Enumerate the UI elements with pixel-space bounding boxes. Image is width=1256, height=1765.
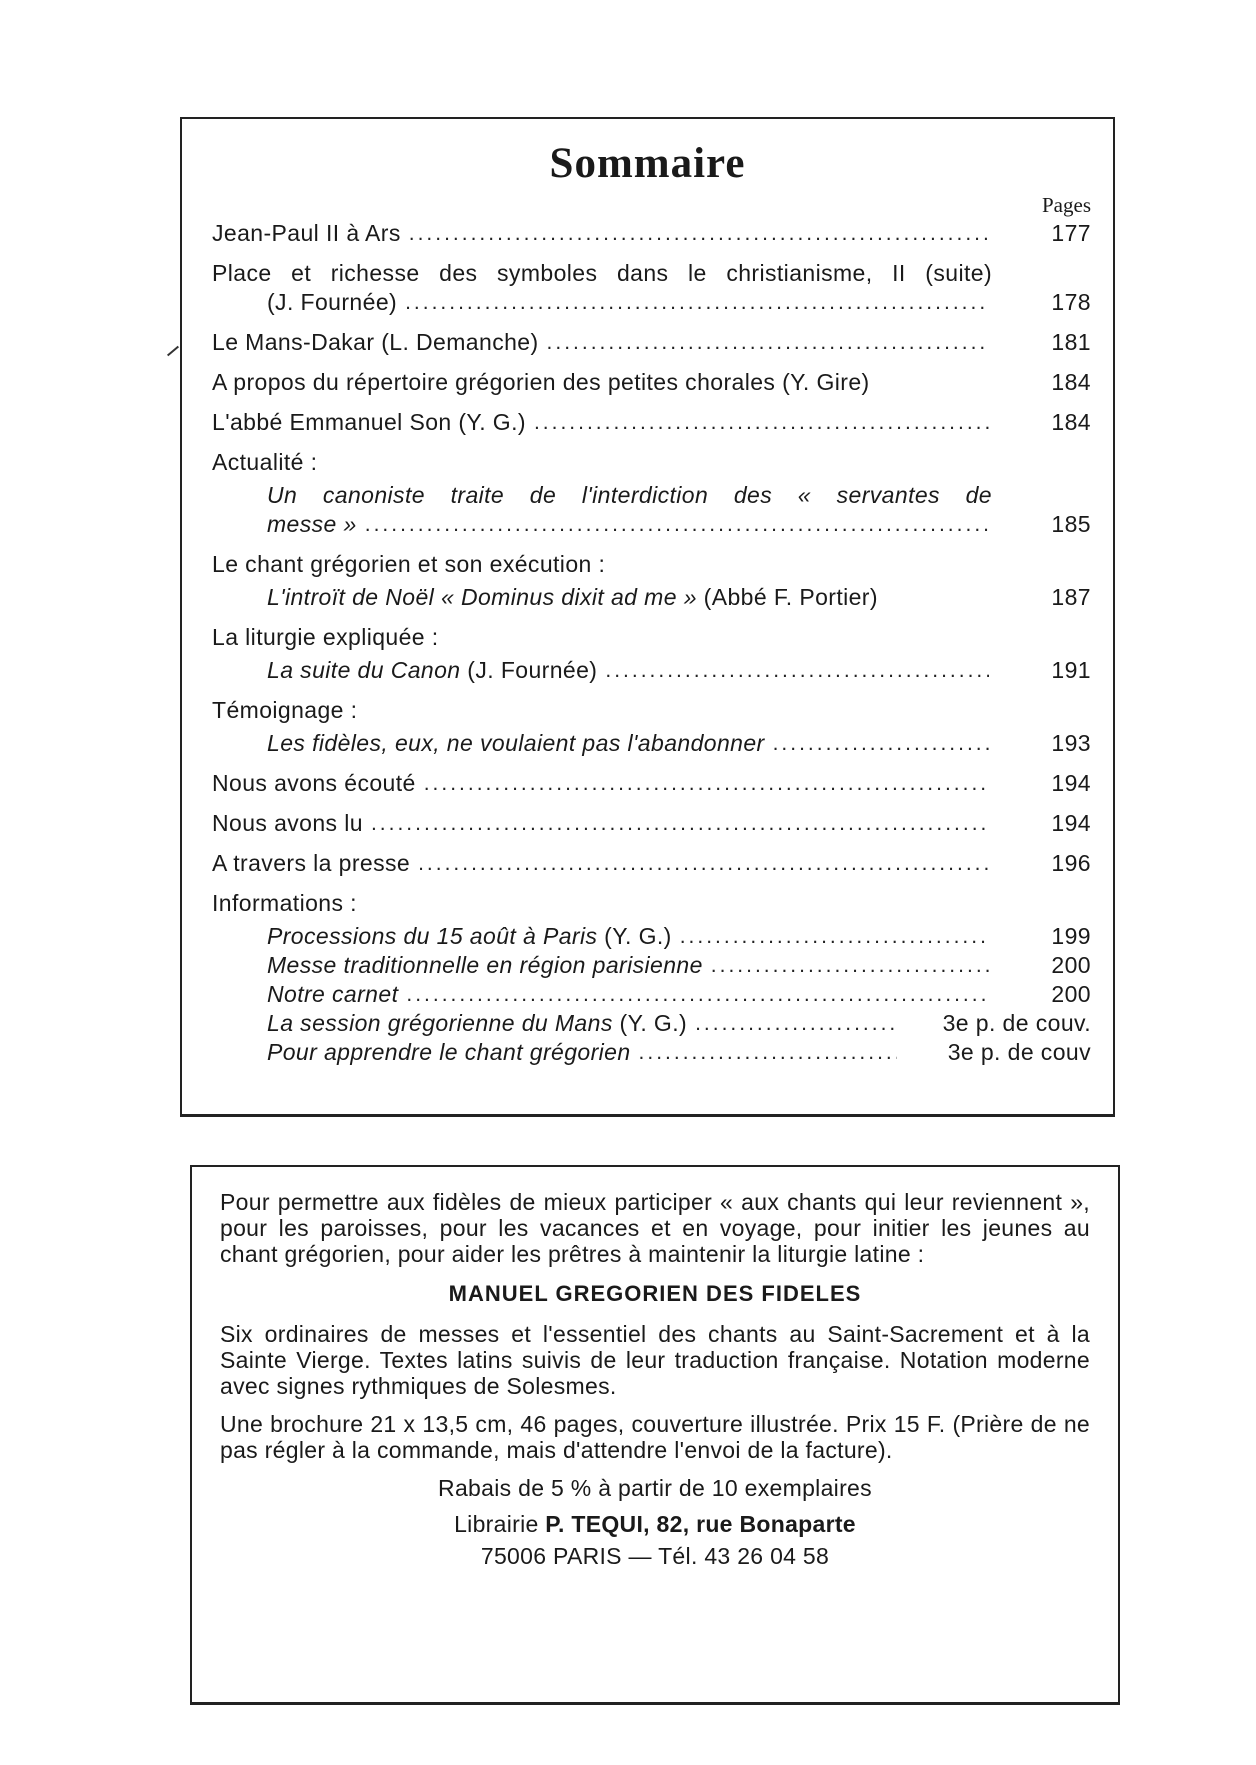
toc-entry-page: 200 [1051, 981, 1091, 1007]
leader-dots [680, 922, 989, 951]
toc-entry[interactable] [212, 1038, 1091, 1067]
toc-entry[interactable] [212, 980, 1091, 1009]
leader-dots [605, 656, 989, 685]
leader-dots [547, 328, 989, 357]
ad-address: 75006 PARIS — Tél. 43 26 04 58 [480, 1543, 830, 1569]
toc-entry-title: La session grégorienne du Mans [267, 1010, 613, 1036]
toc-entry[interactable] [212, 729, 1091, 758]
section-label: Le chant grégorien et son exécution : [212, 551, 606, 577]
sommaire-box [180, 117, 1115, 1117]
toc-entry-label: Jean-Paul II à Ars [212, 220, 401, 246]
pages-column-label: Pages [1042, 193, 1091, 217]
toc-entry-label: A propos du répertoire grégorien des petites chorales (Y. Gire) [212, 369, 870, 395]
leader-dots [639, 1038, 897, 1067]
toc-entry-page: 3e p. de couv. [942, 1010, 1091, 1036]
toc-entry-label: Un canoniste traite de l'interdiction des « servantes de [267, 482, 992, 508]
toc-entry[interactable] [212, 922, 1091, 951]
toc-entry-label: L'abbé Emmanuel Son (Y. G.) [212, 409, 526, 435]
toc-section-heading [212, 696, 1091, 725]
section-label: La liturgie expliquée : [212, 624, 439, 650]
sommaire-title: Sommaire [549, 140, 746, 187]
toc-entry-page: 194 [1051, 810, 1091, 836]
table-of-contents [212, 219, 1091, 1067]
toc-entry[interactable] [212, 1009, 1091, 1038]
publisher-prefix: Librairie [454, 1511, 539, 1537]
leader-dots [773, 729, 989, 758]
toc-entry[interactable] [212, 328, 1091, 357]
toc-entry-author: (J. Fournée) [267, 289, 398, 315]
toc-entry-page: 191 [1051, 657, 1091, 683]
toc-entry-page: 193 [1051, 730, 1091, 756]
toc-entry-label: Place et richesse des symboles dans le christianisme, II (suite) [212, 260, 992, 286]
toc-entry-page: 199 [1051, 923, 1091, 949]
toc-section-heading [212, 623, 1091, 652]
toc-entry[interactable] [212, 368, 1091, 397]
toc-entry-page: 184 [1051, 369, 1091, 395]
toc-entry-title: Processions du 15 août à Paris [267, 923, 598, 949]
ad-discount: Rabais de 5 % à partir de 10 exemplaires [438, 1475, 872, 1501]
toc-section-heading [212, 889, 1091, 918]
toc-entry[interactable] [212, 219, 1091, 248]
leader-dots [406, 980, 989, 1009]
toc-entry-label: messe » [267, 511, 357, 537]
ad-publisher [220, 1511, 1090, 1537]
toc-entry-page: 196 [1051, 850, 1091, 876]
toc-entry-page: 181 [1051, 329, 1091, 355]
toc-entry-page: 177 [1051, 220, 1091, 246]
toc-entry-title: Les fidèles, eux, ne voulaient pas l'abandonner [267, 730, 765, 756]
leader-dots [711, 951, 989, 980]
ad-details: Une brochure 21 x 13,5 cm, 46 pages, couverture illustrée. Prix 15 F. (Prière de ne pas régler à la commande, mais d'attendre l'envoi de la facture). [220, 1411, 1090, 1463]
toc-entry[interactable] [212, 481, 1091, 510]
publisher-name: P. TEQUI, 82, rue Bonaparte [545, 1511, 856, 1537]
toc-entry-page: 184 [1051, 409, 1091, 435]
toc-entry[interactable] [212, 259, 1091, 288]
leader-dots [371, 809, 989, 838]
toc-entry-label: Nous avons écouté [212, 770, 416, 796]
toc-section-heading [212, 550, 1091, 579]
toc-entry-page: 178 [1051, 289, 1091, 315]
advertisement-box [190, 1165, 1120, 1705]
section-label: Informations : [212, 890, 357, 916]
toc-entry-label: A travers la presse [212, 850, 411, 876]
toc-entry-continuation[interactable] [212, 288, 1091, 317]
toc-entry-page: 200 [1051, 952, 1091, 978]
toc-entry-title: Pour apprendre le chant grégorien [267, 1039, 631, 1065]
ad-intro: Pour permettre aux fidèles de mieux participer « aux chants qui leur reviennent », pour les paroisses, pour les vacances et en voyage, pour initier les jeunes au chant grégorien, pour aider les prêtres à maintenir la liturgie latine : [220, 1189, 1090, 1267]
toc-entry[interactable] [212, 769, 1091, 798]
toc-entry-page: 185 [1051, 511, 1091, 537]
toc-entry-author: (J. Fournée) [460, 657, 598, 683]
toc-entry[interactable] [212, 951, 1091, 980]
leader-dots [365, 510, 989, 539]
toc-entry-author: (Abbé F. Portier) [696, 584, 878, 610]
leader-dots [409, 219, 989, 248]
toc-entry-label: Le Mans-Dakar (L. Demanche) [212, 329, 539, 355]
toc-entry[interactable] [212, 849, 1091, 878]
toc-entry-title: L'introït de Noël « Dominus dixit ad me » [267, 584, 697, 610]
toc-entry-page: 194 [1051, 770, 1091, 796]
toc-entry-page: 187 [1051, 584, 1091, 610]
leader-dots [424, 769, 989, 798]
ad-heading: MANUEL GREGORIEN DES FIDELES [448, 1281, 862, 1306]
toc-entry[interactable] [212, 656, 1091, 685]
toc-entry-title: Notre carnet [267, 981, 399, 1007]
section-label: Actualité : [212, 449, 318, 475]
leader-dots [418, 849, 989, 878]
leader-dots [534, 408, 989, 437]
leader-dots [405, 288, 989, 317]
toc-entry-author: (Y. G.) [597, 923, 672, 949]
ad-description: Six ordinaires de messes et l'essentiel des chants au Saint-Sacrement et à la Sainte Vierge. Textes latins suivis de leur traduction française. Notation moderne avec signes rythmiques de Solesmes. [220, 1321, 1090, 1399]
leader-dots [695, 1009, 897, 1038]
toc-entry-title: La suite du Canon [267, 657, 461, 683]
advertisement-content [220, 1189, 1090, 1569]
toc-entry-title: Messe traditionnelle en région parisienne [267, 952, 703, 978]
toc-entry-label: Nous avons lu [212, 810, 363, 836]
margin-tick-mark [167, 346, 179, 357]
toc-entry[interactable] [212, 408, 1091, 437]
toc-entry-author: (Y. G.) [612, 1010, 688, 1036]
toc-entry-continuation[interactable] [212, 510, 1091, 539]
toc-entry[interactable] [212, 809, 1091, 838]
toc-entry-page: 3e p. de couv [947, 1039, 1091, 1065]
section-label: Témoignage : [212, 697, 358, 723]
toc-section-heading [212, 448, 1091, 477]
toc-entry[interactable] [212, 583, 1091, 612]
